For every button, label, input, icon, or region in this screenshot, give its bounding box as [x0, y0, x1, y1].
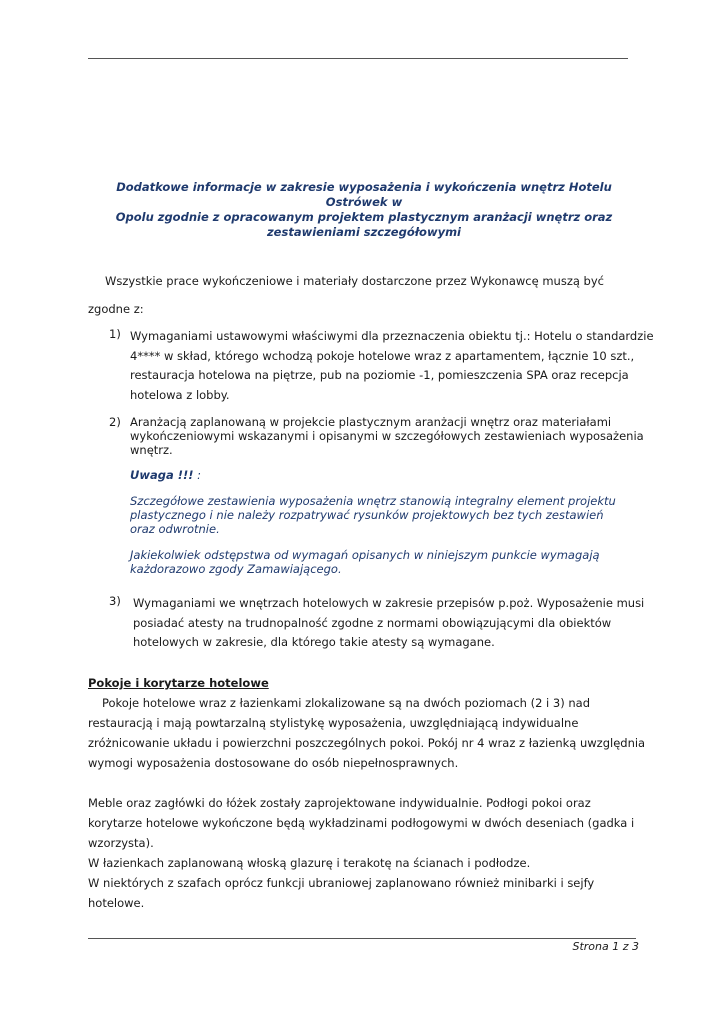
- note-paragraph-2: Jakiekolwiek odstępstwa od wymagań opisanych w niniejszym punkcie wymagają każdorazowo zgody Zamawiającego.: [130, 548, 600, 576]
- footer-rule: [88, 938, 636, 939]
- list-number-2: 2): [109, 415, 121, 429]
- section-paragraph-2-line-2: W łazienkach zaplanowaną włoską glazurę i terakotę na ścianach i podłodze.: [88, 856, 531, 870]
- title-line-1: Dodatkowe informacje w zakresie wyposażenia i wykończenia wnętrz Hotelu Ostrówek w: [116, 180, 612, 209]
- intro-lead: Wszystkie prace wykończeniowe i materiały dostarczone przez Wykonawcę muszą być: [105, 274, 604, 288]
- list-text-1: Wymaganiami ustawowymi właściwymi dla przeznaczenia obiektu tj.: Hotelu o standardzie 4**** w skład, którego wchodzą pokoje hotelowe wraz z apartamentem, łącznie 10 szt., restauracja hotelowa na piętrze, pub na poziomie -1, pomieszczenia SPA oraz recepcja hotelowa z lobby.: [130, 329, 654, 402]
- note-label-text: Uwaga !!!: [130, 468, 194, 482]
- list-text-2: Aranżacją zaplanowaną w projekcie plastycznym aranżacji wnętrz oraz materiałami wykończeniowymi wskazanymi i opisanymi w szczegółowych zestawieniach wyposażenia wnętrz.: [130, 415, 644, 457]
- document-title: [84, 180, 644, 240]
- section-paragraph-2-line-3: W niektórych z szafach oprócz funkcji ubraniowej zaplanowano również minibarki i sejfy hotelowe.: [88, 876, 595, 910]
- title-line-3: zestawieniami szczegółowymi: [266, 225, 462, 239]
- title-line-2: Opolu zgodnie z opracowanym projektem plastycznym aranżacji wnętrz oraz: [115, 210, 613, 224]
- list-number-1: 1): [109, 327, 121, 341]
- page-number: Strona 1 z 3: [572, 940, 639, 953]
- header-rule: [88, 58, 628, 59]
- section-paragraph-1: Pokoje hotelowe wraz z łazienkami zlokalizowane są na dwóch poziomach (2 i 3) nad restauracją i mają powtarzalną stylistykę wyposażenia, uwzględniającą indywidualne zróżnicowanie układu i powierzchni poszczególnych pokoi. Pokój nr 4 wraz z łazienką uwzględnia wymogi wyposażenia dostosowane do osób niepełnosprawnych.: [88, 696, 646, 770]
- list-number-3: 3): [109, 594, 121, 608]
- list-text-3: Wymaganiami we wnętrzach hotelowych w zakresie przepisów p.poż. Wyposażenie musi posiadać atesty na trudnopalność zgodne z normami obowiązującymi dla obiektów hotelowych w zakresie, dla którego takie atesty są wymagane.: [133, 596, 645, 649]
- section-paragraph-2-line-1: Meble oraz zagłówki do łóżek zostały zaprojektowane indywidualnie. Podłogi pokoi oraz korytarze hotelowe wykończone będą wykładzinami podłogowymi w dwóch deseniach (gadka i wzorzysta).: [88, 796, 635, 850]
- intro-continuation: zgodne z:: [88, 302, 144, 316]
- section-heading: Pokoje i korytarze hotelowe: [88, 676, 269, 690]
- note-paragraph-1: Szczegółowe zestawienia wyposażenia wnętrz stanowią integralny element projektu plastycznego i nie należy rozpatrywać rysunków projektowych bez tych zestawień oraz odwrotnie.: [130, 494, 616, 536]
- note-label-colon: :: [193, 468, 201, 482]
- note-label: [130, 468, 630, 482]
- section-paragraph-2: [88, 793, 648, 913]
